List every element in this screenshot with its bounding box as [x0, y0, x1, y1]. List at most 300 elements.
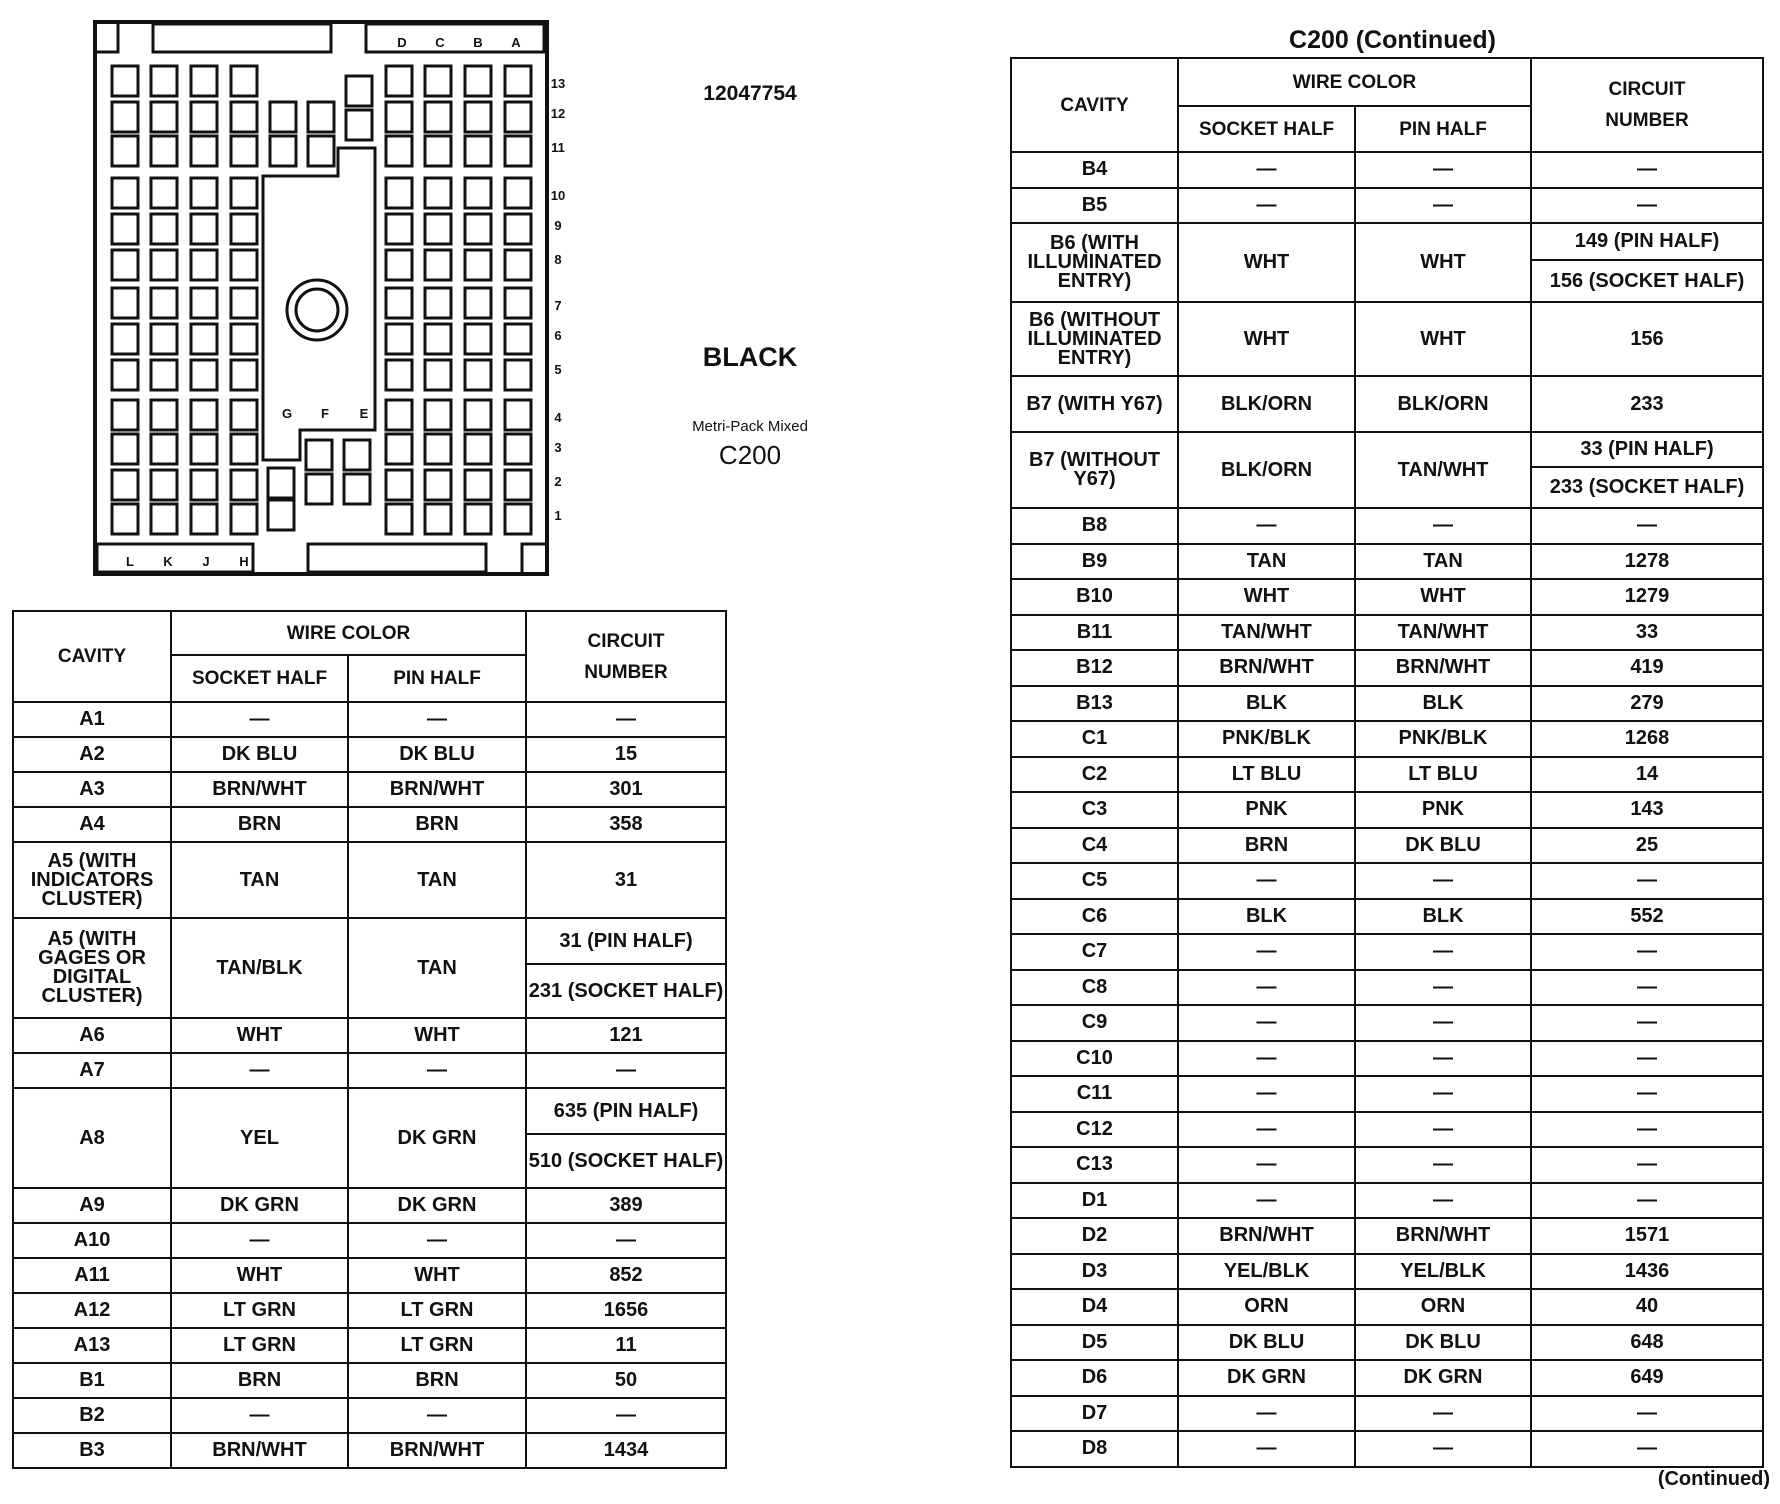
cavity-terminal	[465, 178, 491, 208]
socket-half-cell: BRN	[1178, 828, 1355, 864]
row-number-label: 5	[554, 362, 562, 377]
cavity-cell: C10	[1011, 1041, 1178, 1077]
circuit-cell: 14	[1531, 757, 1763, 793]
cavity-terminal	[425, 504, 451, 534]
cavity-terminal	[191, 360, 217, 390]
cavity-terminal	[465, 214, 491, 244]
cavity-cell: A3	[13, 772, 171, 807]
cavity-terminal	[425, 288, 451, 318]
table-row	[1011, 508, 1763, 544]
cavity-cell: D7	[1011, 1396, 1178, 1432]
circuit-part: 231 (SOCKET HALF)	[528, 979, 724, 1002]
cavity-cell: C13	[1011, 1147, 1178, 1183]
cavity-terminal	[231, 136, 257, 166]
cavity-terminal	[386, 434, 412, 464]
circuit-cell: —	[526, 1053, 726, 1088]
pin-half-cell: DK GRN	[1355, 1360, 1531, 1396]
pin-half-cell: —	[348, 1398, 526, 1433]
circuit-cell: —	[1531, 1431, 1763, 1467]
cavity-cell: B13	[1011, 686, 1178, 722]
cavity-terminal	[191, 250, 217, 280]
right-pinout-table	[1010, 57, 1764, 1468]
table-row	[13, 918, 726, 1018]
circuit-cell	[1531, 223, 1763, 302]
cavity-cell: C12	[1011, 1112, 1178, 1148]
cavity-terminal	[231, 434, 257, 464]
pin-half-cell: —	[1355, 863, 1531, 899]
cavity-terminal	[386, 66, 412, 96]
cavity-terminal	[231, 178, 257, 208]
cavity-letter-label: K	[163, 554, 173, 569]
pin-half-cell: —	[1355, 1431, 1531, 1467]
pin-half-cell: TAN/WHT	[1355, 615, 1531, 651]
cavity-terminal	[386, 250, 412, 280]
cavity-cell: B10	[1011, 579, 1178, 615]
cavity-terminal	[191, 136, 217, 166]
table-row	[1011, 1112, 1763, 1148]
table-row	[1011, 615, 1763, 651]
socket-half-cell: LT BLU	[1178, 757, 1355, 793]
cavity-letter-label: B	[473, 35, 483, 50]
cavity-cell: B6 (WITHOUT ILLUMINATED ENTRY)	[1011, 302, 1178, 376]
cavity-terminal	[386, 504, 412, 534]
pin-half-cell: DK GRN	[348, 1088, 526, 1188]
pin-half-cell: —	[348, 702, 526, 737]
cavity-terminal	[425, 470, 451, 500]
cavity-letter-label: F	[321, 406, 329, 421]
cavity-terminal	[465, 136, 491, 166]
circuit-cell: —	[1531, 508, 1763, 544]
cavity-terminal	[151, 360, 177, 390]
table-row	[13, 737, 726, 772]
cavity-terminal	[112, 250, 138, 280]
table-row	[1011, 152, 1763, 188]
cavity-terminal	[151, 324, 177, 354]
table-row	[1011, 792, 1763, 828]
table-row	[1011, 579, 1763, 615]
cavity-terminal	[151, 178, 177, 208]
pin-half-cell: PNK/BLK	[1355, 721, 1531, 757]
circuit-cell: 552	[1531, 899, 1763, 935]
cavity-cell: A6	[13, 1018, 171, 1053]
table-row	[1011, 1041, 1763, 1077]
cavity-terminal	[191, 66, 217, 96]
circuit-part: 510 (SOCKET HALF)	[528, 1149, 724, 1172]
table-row	[13, 1258, 726, 1293]
circuit-cell: 233	[1531, 376, 1763, 432]
circuit-cell: —	[1531, 1041, 1763, 1077]
circuit-cell: 1656	[526, 1293, 726, 1328]
cavity-cell: A10	[13, 1223, 171, 1258]
cavity-terminal	[231, 324, 257, 354]
table-row	[1011, 1076, 1763, 1112]
cavity-terminal	[386, 136, 412, 166]
cavity-terminal	[386, 178, 412, 208]
cavity-cell: C7	[1011, 934, 1178, 970]
wire-color-header: WIRE COLOR	[1178, 58, 1531, 106]
table-row	[13, 1223, 726, 1258]
cavity-letter-label: E	[359, 406, 369, 421]
cavity-cell: B4	[1011, 152, 1178, 188]
cavity-terminal	[191, 434, 217, 464]
table-row	[13, 772, 726, 807]
circuit-cell: 31	[526, 842, 726, 918]
circuit-cell: 1434	[526, 1433, 726, 1468]
circuit-cell: 1278	[1531, 544, 1763, 580]
left-pinout-table	[12, 610, 727, 1469]
circuit-cell: 1436	[1531, 1254, 1763, 1290]
cavity-terminal	[112, 504, 138, 534]
socket-half-cell: —	[1178, 508, 1355, 544]
housing-notch	[522, 544, 547, 574]
socket-half-cell: —	[1178, 1147, 1355, 1183]
pin-half-cell: WHT	[1355, 223, 1531, 302]
cavity-terminal	[231, 102, 257, 132]
socket-half-cell: TAN	[1178, 544, 1355, 580]
circuit-cell: 419	[1531, 650, 1763, 686]
circuit-cell	[1531, 432, 1763, 508]
socket-half-cell: TAN/WHT	[1178, 615, 1355, 651]
socket-half-cell: BRN/WHT	[171, 772, 348, 807]
cavity-cell: A8	[13, 1088, 171, 1188]
cavity-cell: B8	[1011, 508, 1178, 544]
pin-half-cell: BRN/WHT	[1355, 650, 1531, 686]
cavity-terminal	[505, 470, 531, 500]
cavity-cell: B3	[13, 1433, 171, 1468]
table-row	[1011, 899, 1763, 935]
cavity-terminal	[112, 136, 138, 166]
pin-half-cell: —	[1355, 1147, 1531, 1183]
cavity-header: CAVITY	[13, 611, 171, 702]
cavity-cell: C9	[1011, 1005, 1178, 1041]
cavity-cell: A13	[13, 1328, 171, 1363]
cavity-terminal	[191, 178, 217, 208]
socket-half-cell: —	[1178, 1431, 1355, 1467]
cavity-terminal	[231, 470, 257, 500]
table-row	[13, 1398, 726, 1433]
cavity-terminal	[268, 468, 294, 498]
row-number-label: 3	[554, 440, 562, 455]
circuit-cell: —	[1531, 934, 1763, 970]
cavity-cell: A7	[13, 1053, 171, 1088]
pin-half-cell: DK BLU	[1355, 1325, 1531, 1361]
circuit-cell: 389	[526, 1188, 726, 1223]
cavity-terminal	[231, 504, 257, 534]
cavity-cell: A11	[13, 1258, 171, 1293]
cavity-cell: A5 (WITH INDICATORS CLUSTER)	[13, 842, 171, 918]
cavity-cell: A5 (WITH GAGES OR DIGITAL CLUSTER)	[13, 918, 171, 1018]
circuit-cell: —	[1531, 1147, 1763, 1183]
circuit-cell: 25	[1531, 828, 1763, 864]
socket-half-cell: WHT	[171, 1258, 348, 1293]
cavity-terminal	[425, 434, 451, 464]
socket-half-cell: BRN/WHT	[1178, 1218, 1355, 1254]
circuit-cell: —	[1531, 863, 1763, 899]
circuit-cell: —	[1531, 970, 1763, 1006]
pin-half-cell: WHT	[1355, 579, 1531, 615]
table-row	[1011, 1218, 1763, 1254]
table-row	[1011, 970, 1763, 1006]
table-row	[1011, 757, 1763, 793]
table-row	[1011, 1005, 1763, 1041]
socket-half-cell: —	[1178, 970, 1355, 1006]
table-row	[1011, 544, 1763, 580]
bottom-slot	[308, 544, 486, 572]
circuit-cell: 852	[526, 1258, 726, 1293]
circuit-cell: —	[1531, 1396, 1763, 1432]
cavity-letter-label: C	[435, 35, 445, 50]
table-row	[13, 1053, 726, 1088]
cavity-terminal	[151, 400, 177, 430]
cavity-cell: B6 (WITH ILLUMINATED ENTRY)	[1011, 223, 1178, 302]
pin-half-cell: WHT	[348, 1018, 526, 1053]
cavity-cell: B11	[1011, 615, 1178, 651]
circuit-cell: 1268	[1531, 721, 1763, 757]
pin-half-cell: TAN	[1355, 544, 1531, 580]
table-row	[1011, 1183, 1763, 1219]
pin-half-cell: —	[1355, 1076, 1531, 1112]
row-number-label: 11	[551, 140, 565, 155]
table-row	[13, 807, 726, 842]
cavity-terminal	[112, 400, 138, 430]
pin-half-cell: —	[348, 1053, 526, 1088]
socket-half-cell: —	[1178, 152, 1355, 188]
cavity-terminal	[386, 400, 412, 430]
pin-half-cell: BRN/WHT	[348, 1433, 526, 1468]
center-bolt-hole	[296, 289, 338, 331]
pin-half-cell: TAN/WHT	[1355, 432, 1531, 508]
cavity-terminal	[425, 178, 451, 208]
circuit-cell: 143	[1531, 792, 1763, 828]
table-row	[1011, 1325, 1763, 1361]
cavity-terminal	[270, 136, 296, 166]
pin-half-cell: DK GRN	[348, 1188, 526, 1223]
cavity-terminal	[151, 250, 177, 280]
pin-half-cell: LT GRN	[348, 1293, 526, 1328]
cavity-terminal	[465, 288, 491, 318]
cavity-terminal	[505, 250, 531, 280]
circuit-part: 233 (SOCKET HALF)	[1549, 476, 1745, 498]
pin-half-cell: —	[1355, 1112, 1531, 1148]
housing-notch	[95, 22, 118, 52]
cavity-terminal	[465, 400, 491, 430]
socket-half-cell: —	[171, 1398, 348, 1433]
pin-half-cell: LT BLU	[1355, 757, 1531, 793]
cavity-cell: C6	[1011, 899, 1178, 935]
pin-half-cell: YEL/BLK	[1355, 1254, 1531, 1290]
cavity-cell: B2	[13, 1398, 171, 1433]
cavity-terminal	[112, 178, 138, 208]
cavity-cell: B12	[1011, 650, 1178, 686]
circuit-cell: 358	[526, 807, 726, 842]
circuit-cell: —	[526, 702, 726, 737]
row-number-label: 1	[554, 508, 562, 523]
cavity-cell: C8	[1011, 970, 1178, 1006]
circuit-cell	[526, 1088, 726, 1188]
cavity-terminal	[306, 440, 332, 470]
cavity-header: CAVITY	[1011, 58, 1178, 152]
pin-half-header: PIN HALF	[1355, 106, 1531, 152]
cavity-cell: A12	[13, 1293, 171, 1328]
cavity-terminal	[191, 288, 217, 318]
circuit-part: 635 (PIN HALF)	[527, 1089, 725, 1135]
socket-half-cell: —	[1178, 1183, 1355, 1219]
pin-half-cell: —	[1355, 508, 1531, 544]
cavity-terminal	[505, 178, 531, 208]
cavity-terminal	[151, 214, 177, 244]
cavity-terminal	[465, 250, 491, 280]
cavity-cell: C1	[1011, 721, 1178, 757]
circuit-cell: —	[1531, 1183, 1763, 1219]
pin-half-cell: LT GRN	[348, 1328, 526, 1363]
table-row	[13, 1088, 726, 1188]
circuit-part: 156 (SOCKET HALF)	[1549, 269, 1745, 292]
circuit-cell: 279	[1531, 686, 1763, 722]
socket-half-cell: PNK	[1178, 792, 1355, 828]
cavity-terminal	[231, 214, 257, 244]
circuit-part: 31 (PIN HALF)	[527, 919, 725, 965]
table-row	[1011, 376, 1763, 432]
cavity-terminal	[505, 214, 531, 244]
circuit-cell: 40	[1531, 1289, 1763, 1325]
cavity-terminal	[425, 400, 451, 430]
circuit-cell: —	[1531, 188, 1763, 224]
table-row	[1011, 1254, 1763, 1290]
cavity-cell: B9	[1011, 544, 1178, 580]
cavity-terminal	[151, 136, 177, 166]
row-number-label: 7	[554, 298, 562, 313]
pin-half-cell: ORN	[1355, 1289, 1531, 1325]
cavity-cell: A9	[13, 1188, 171, 1223]
circuit-cell: —	[1531, 1005, 1763, 1041]
pin-half-cell: BRN/WHT	[1355, 1218, 1531, 1254]
pin-half-cell: WHT	[348, 1258, 526, 1293]
socket-half-cell: LT GRN	[171, 1328, 348, 1363]
circuit-cell: 1571	[1531, 1218, 1763, 1254]
row-number-label: 6	[554, 328, 562, 343]
connector-name: C200	[718, 440, 782, 470]
cavity-terminal	[191, 400, 217, 430]
cavity-terminal	[386, 324, 412, 354]
cavity-letter-label: H	[239, 554, 249, 569]
table-row	[13, 1293, 726, 1328]
cavity-cell: D1	[1011, 1183, 1178, 1219]
cavity-terminal	[191, 102, 217, 132]
cavity-terminal	[386, 288, 412, 318]
cavity-terminal	[112, 470, 138, 500]
cavity-terminal	[231, 66, 257, 96]
cavity-terminal	[112, 214, 138, 244]
pin-half-cell: PNK	[1355, 792, 1531, 828]
pin-half-cell: TAN	[348, 918, 526, 1018]
cavity-cell: B5	[1011, 188, 1178, 224]
cavity-cell: A2	[13, 737, 171, 772]
table-row	[1011, 302, 1763, 376]
cavity-cell: D8	[1011, 1431, 1178, 1467]
wire-color-header: WIRE COLOR	[171, 611, 526, 655]
socket-half-cell: —	[1178, 1112, 1355, 1148]
cavity-cell: C3	[1011, 792, 1178, 828]
table-row	[1011, 650, 1763, 686]
row-number-label: 10	[550, 188, 566, 203]
cavity-terminal	[505, 66, 531, 96]
socket-half-cell: LT GRN	[171, 1293, 348, 1328]
cavity-terminal	[465, 102, 491, 132]
socket-half-cell: BRN	[171, 807, 348, 842]
cavity-terminal	[231, 250, 257, 280]
cavity-terminal	[231, 360, 257, 390]
circuit-cell: 1279	[1531, 579, 1763, 615]
pin-half-cell: BLK	[1355, 899, 1531, 935]
circuit-cell: 33	[1531, 615, 1763, 651]
row-number-label: 2	[554, 474, 562, 489]
table-row	[1011, 223, 1763, 302]
cavity-terminal	[386, 360, 412, 390]
socket-half-cell: WHT	[1178, 302, 1355, 376]
cavity-terminal	[425, 324, 451, 354]
table-row	[13, 842, 726, 918]
cavity-terminal	[505, 102, 531, 132]
socket-half-cell: BRN/WHT	[171, 1433, 348, 1468]
cavity-terminal	[505, 434, 531, 464]
cavity-terminal	[306, 474, 332, 504]
circuit-cell: —	[1531, 1112, 1763, 1148]
table-row	[1011, 432, 1763, 508]
cavity-terminal	[425, 102, 451, 132]
pin-half-cell: BRN	[348, 807, 526, 842]
circuit-cell: —	[526, 1398, 726, 1433]
table-row	[1011, 828, 1763, 864]
circuit-cell: 11	[526, 1328, 726, 1363]
socket-half-cell: DK BLU	[1178, 1325, 1355, 1361]
circuit-cell: —	[1531, 1076, 1763, 1112]
cavity-terminal	[191, 504, 217, 534]
socket-half-cell: BLK/ORN	[1178, 376, 1355, 432]
circuit-cell: 50	[526, 1363, 726, 1398]
cavity-terminal	[112, 102, 138, 132]
cavity-terminal	[268, 500, 294, 530]
cavity-terminal	[505, 324, 531, 354]
table-row	[1011, 721, 1763, 757]
table-row	[13, 1433, 726, 1468]
connector-type: Metri-Pack Mixed	[692, 418, 808, 435]
cavity-terminal	[425, 250, 451, 280]
circuit-cell: 649	[1531, 1360, 1763, 1396]
right-table-title: C200 (Continued)	[1289, 26, 1496, 54]
cavity-cell: D3	[1011, 1254, 1178, 1290]
socket-half-cell: PNK/BLK	[1178, 721, 1355, 757]
cavity-terminal	[505, 360, 531, 390]
socket-half-cell: BRN/WHT	[1178, 650, 1355, 686]
cavity-terminal	[425, 360, 451, 390]
table-row	[13, 1188, 726, 1223]
bottom-label-slot	[97, 544, 253, 572]
cavity-terminal	[425, 136, 451, 166]
cavity-terminal	[386, 470, 412, 500]
connector-color: BLACK	[702, 342, 798, 372]
cavity-terminal	[270, 102, 296, 132]
cavity-terminal	[112, 360, 138, 390]
circuit-number-header: CIRCUIT NUMBER	[526, 611, 726, 702]
cavity-terminal	[505, 288, 531, 318]
cavity-cell: D6	[1011, 1360, 1178, 1396]
continued-note: (Continued)	[1657, 1468, 1770, 1490]
cavity-terminal	[308, 136, 334, 166]
cavity-terminal	[191, 324, 217, 354]
cavity-cell: C5	[1011, 863, 1178, 899]
socket-half-cell: —	[1178, 863, 1355, 899]
pin-half-cell: —	[1355, 152, 1531, 188]
